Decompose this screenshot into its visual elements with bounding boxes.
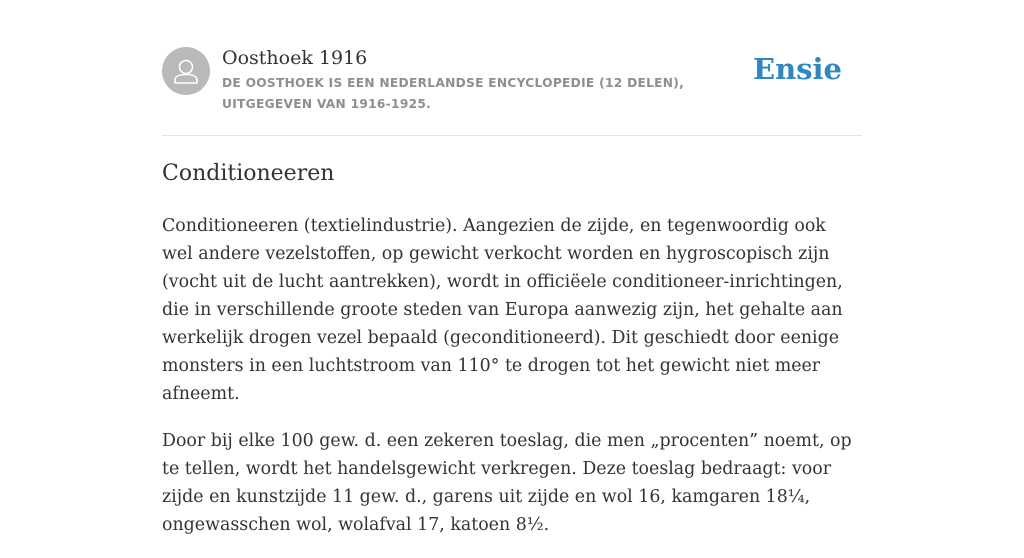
source-name[interactable]: Oosthoek 1916 [222,47,368,69]
ensie-logo[interactable]: Ensie [753,52,842,86]
source-header [162,43,862,136]
user-icon [162,47,210,95]
article-title: Conditioneeren [162,161,335,186]
article-body [162,212,862,558]
article-paragraph: Conditioneeren (textielindustrie). Aangezien de zijde, en tegenwoordig ook wel andere vezelstoffen, op gewicht verkocht worden en hygroscopisch zijn (vocht uit de lucht aantrekken), wordt in officiëele conditioneer-inrichtingen, die in verschillende groote steden van Europa aanwezig zijn, het gehalte aan werkelijk drogen vezel bepaald (geconditioneerd). Dit geschiedt door eenige monsters in een luchtstroom van 110° te drogen tot het gewicht niet meer afneemt. [162,216,843,404]
source-description: DE OOSTHOEK IS EEN NEDERLANDSE ENCYCLOPEDIE (12 DELEN), UITGEGEVEN VAN 1916-1925. [222,76,685,111]
article-paragraph: Door bij elke 100 gew. d. een zekeren toeslag, die men „procenten” noemt, op te tellen, wordt het handelsgewicht verkregen. Deze toeslag bedraagt: voor zijde en kunstzijde 11 gew. d., garens uit zijde en wol 16, kamgaren 18¼, ongewasschen wol, wolafval 17, katoen 8½. [162,431,852,535]
avatar[interactable] [162,47,210,95]
